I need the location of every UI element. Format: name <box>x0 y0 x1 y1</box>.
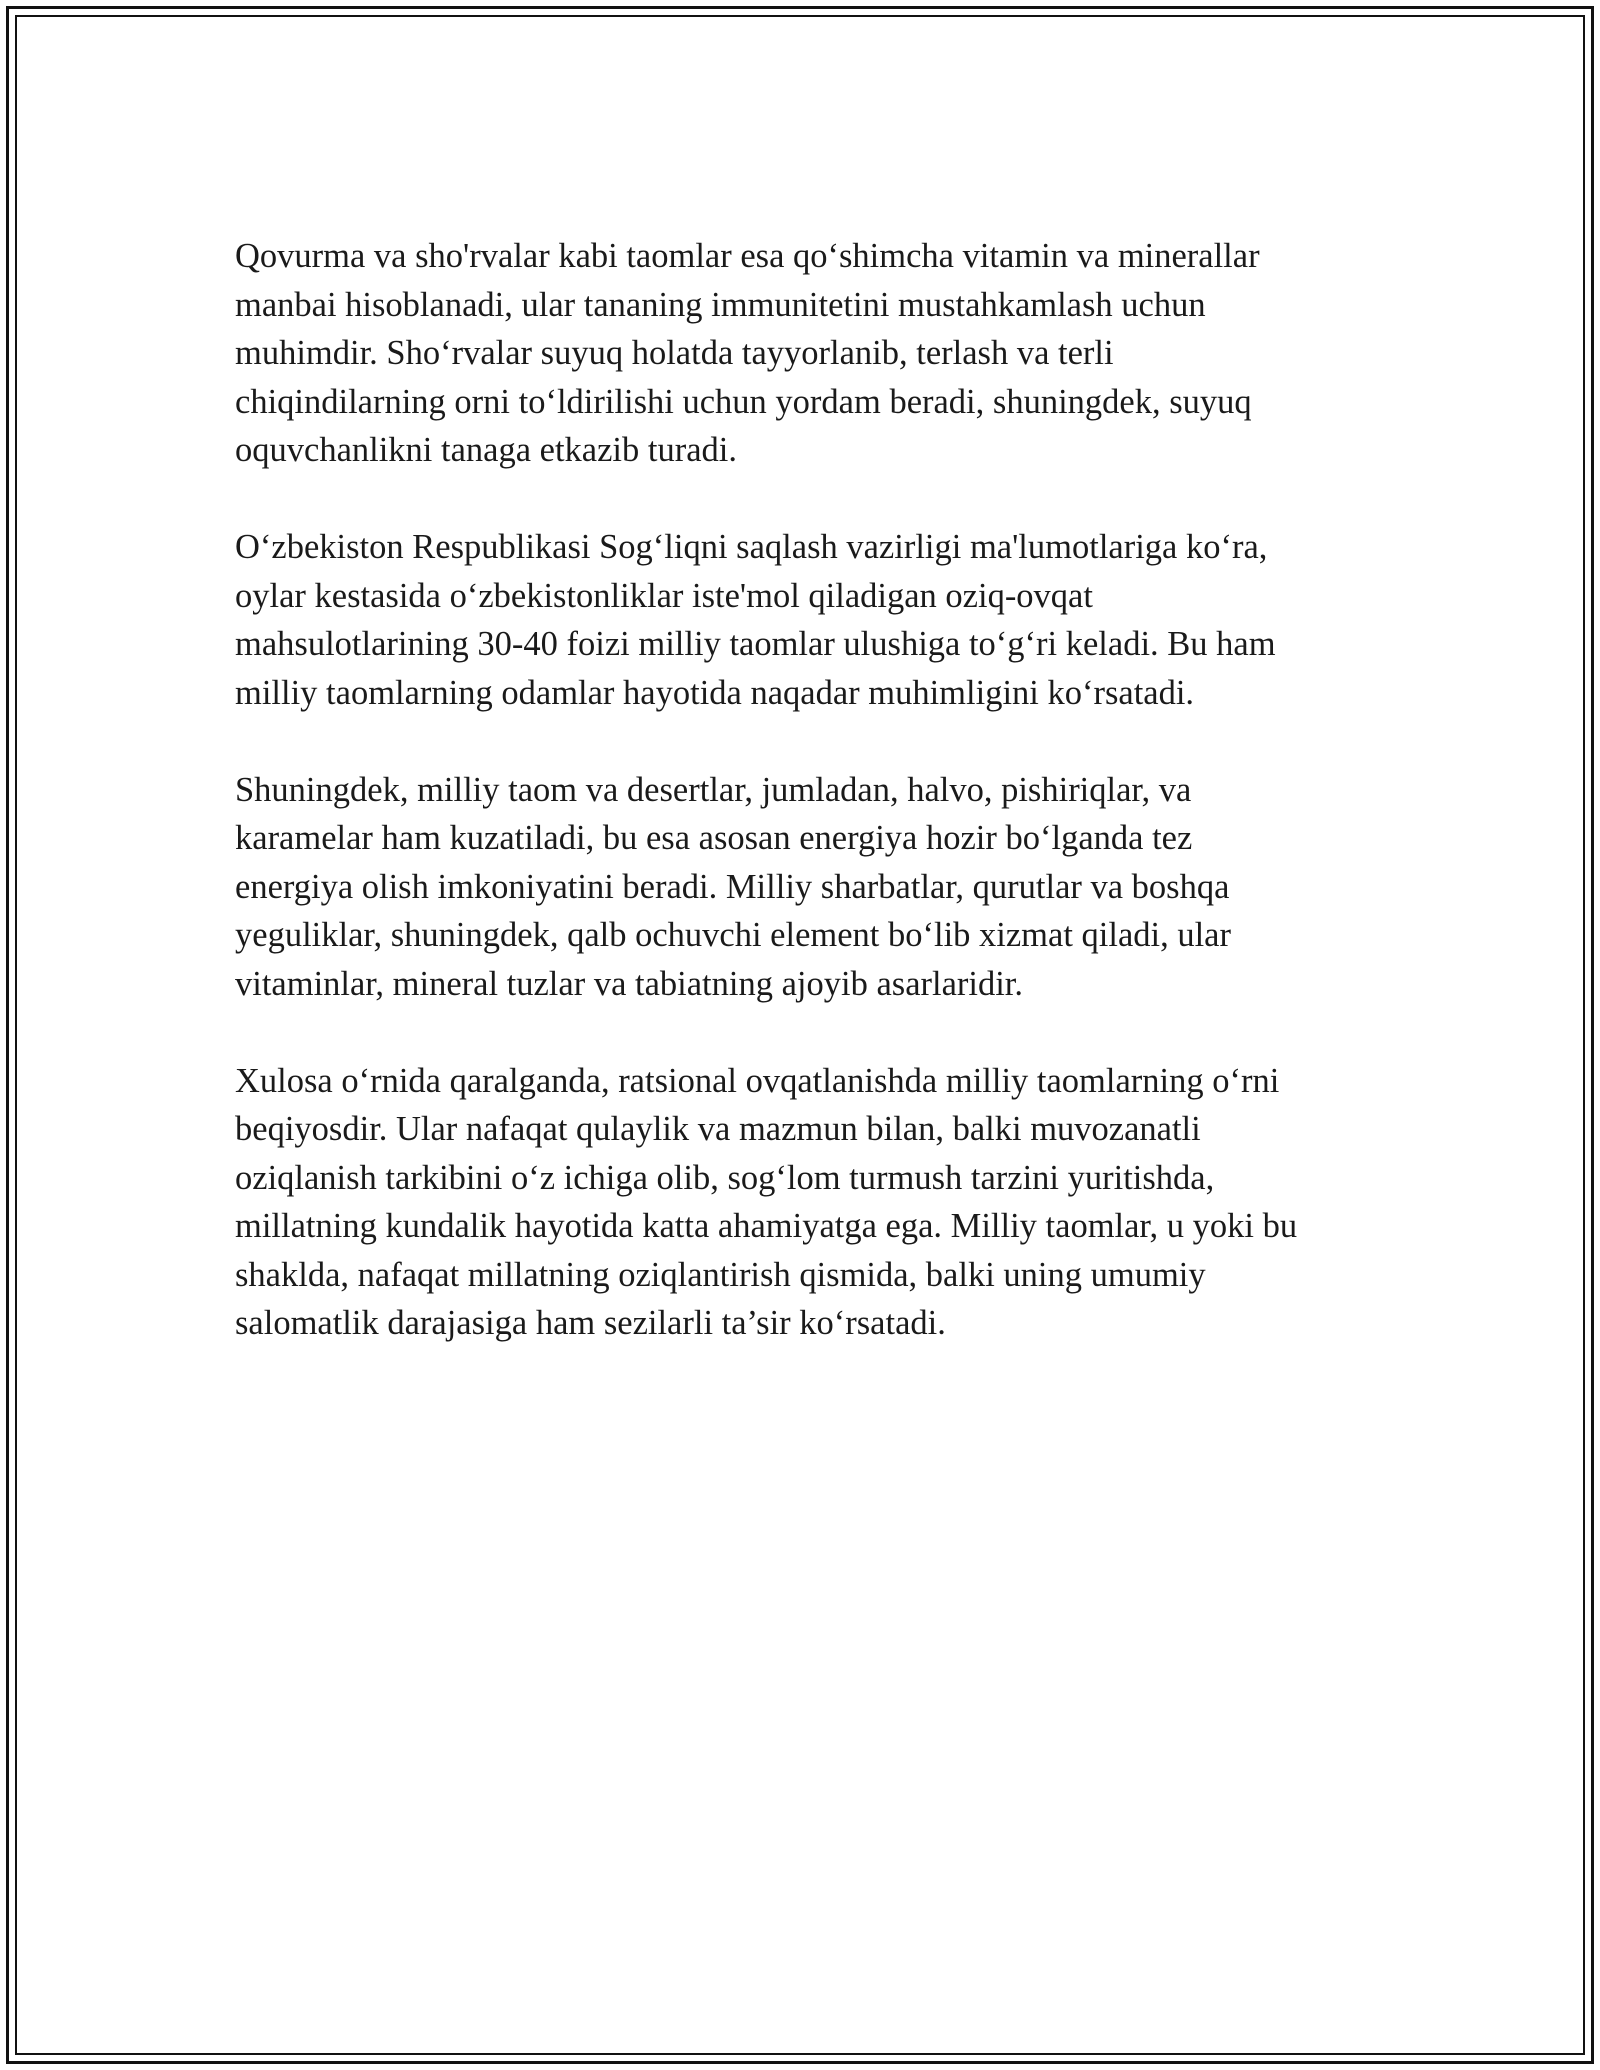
paragraph-ministry-statistics: O‘zbekiston Respublikasi Sog‘liqni saqlash vazirligi ma'lumotlariga ko‘ra, oylar kestasida o‘zbekistonliklar iste'mol qiladigan oziq-ovqat mahsulotlarining 30-40 foizi milliy taomlar ulushiga to‘g‘ri keladi. Bu ham milliy taomlarning odamlar hayotida naqadar muhimligini ko‘rsatadi. <box>235 528 1276 712</box>
document-body <box>235 232 1375 1396</box>
paragraph-desserts-energy: Shuningdek, milliy taom va desertlar, jumladan, halvo, pishiriqlar, va karamelar ham kuzatiladi, bu esa asosan energiya hozir bo‘lganda tez energiya olish imkoniyatini beradi. Milliy sharbatlar, qurutlar va boshqa yeguliklar, shuningdek, qalb ochuvchi element bo‘lib xizmat qiladi, ular vitaminlar, mineral tuzlar va tabiatning ajoyib asarlaridir. <box>235 770 1231 1003</box>
paragraph-soups-nutrition: Qovurma va sho'rvalar kabi taomlar esa qo‘shimcha vitamin va minerallar manbai hisoblanadi, ular tananing immunitetini mustahkamlash uchun muhimdir. Sho‘rvalar suyuq holatda tayyorlanib, terlash va terli chiqindilarning orni to‘ldirilishi uchun yordam beradi, shuningdek, suyuq oquvchanlikni tanaga etkazib turadi. <box>235 237 1260 469</box>
paragraph-conclusion: Xulosa o‘rnida qaralganda, ratsional ovqatlanishda milliy taomlarning o‘rni beqiyosdir. Ular nafaqat qulaylik va mazmun bilan, balki muvozanatli oziqlanish tarkibini o‘z ichiga olib, sog‘lom turmush tarzini yuritishda, millatning kundalik hayotida katta ahamiyatga ega. Milliy taomlar, u yoki bu shaklda, nafaqat millatning oziqlantirish qismida, balki uning umumiy salomatlik darajasiga ham sezilarli ta’sir ko‘rsatadi. <box>235 1061 1298 1342</box>
